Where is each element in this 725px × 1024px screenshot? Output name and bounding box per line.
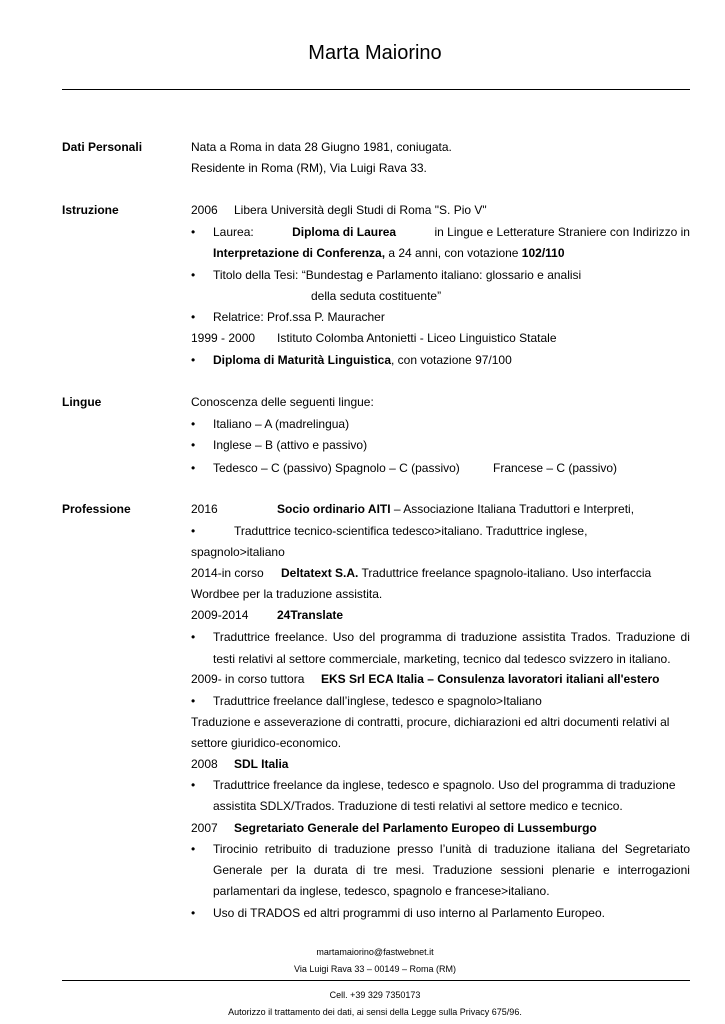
cv-name: Marta Maiorino bbox=[308, 42, 442, 64]
sdl-line-2: assistita SDLX/Trados. Traduzione di testi relativi al settore medico e tecnico. bbox=[213, 799, 623, 813]
section-label-istruzione: Istruzione bbox=[62, 203, 119, 217]
bullet-icon: • bbox=[191, 438, 196, 452]
maturita bbox=[213, 353, 512, 367]
24translate-title: 24Translate bbox=[277, 608, 344, 622]
prof-year-2014: 2014-in corso bbox=[191, 566, 264, 580]
laurea-course: in Lingue e Letterature Straniere con Indirizzo in bbox=[434, 225, 690, 239]
istruzione-institution-2: Istituto Colomba Antonietti - Liceo Linguistico Statale bbox=[277, 331, 557, 345]
dati-line-2: Residente in Roma (RM), Via Luigi Rava 33. bbox=[191, 161, 427, 175]
eks-desc-line-1: Traduzione e asseverazione di contratti, procure, dichiarazioni ed altri documenti relativi al bbox=[191, 715, 670, 729]
bullet-icon: • bbox=[191, 268, 196, 282]
prof-year-2008: 2008 bbox=[191, 757, 218, 771]
bullet-icon: • bbox=[191, 524, 196, 538]
laurea-indirizzo: Interpretazione di Conferenza, bbox=[213, 246, 386, 260]
prof-year-2009: 2009- in corso tuttora bbox=[191, 672, 305, 686]
bullet-icon: • bbox=[191, 906, 196, 920]
prof-year-2016: 2016 bbox=[191, 502, 218, 516]
deltatext-cont: Wordbee per la traduzione assistita. bbox=[191, 587, 383, 601]
bullet-icon: • bbox=[191, 842, 196, 856]
prof-24translate bbox=[277, 608, 343, 622]
sdl-line-1: Traduttrice freelance da inglese, tedesco e spagnolo. Uso del programma di traduzione bbox=[213, 778, 676, 792]
prof-year-2009-2014: 2009-2014 bbox=[191, 608, 249, 622]
bullet-icon: • bbox=[191, 630, 196, 644]
laurea-prefix: Laurea: bbox=[213, 225, 254, 239]
parlamento-line-1: Tirocinio retribuito di traduzione presso l’unità di traduzione italiana del Segretariato bbox=[213, 842, 690, 856]
laurea-age: a 24 anni, con votazione bbox=[385, 246, 522, 260]
24translate-line-1: Traduttrice freelance. Uso del programma di traduzione assistita Trados. Traduzione di bbox=[213, 630, 690, 644]
prof-aiti bbox=[277, 502, 634, 516]
aiti-bullet-cont: spagnolo>italiano bbox=[191, 545, 285, 559]
prof-parlamento bbox=[234, 821, 597, 835]
maturita-grade: , con votazione 97/100 bbox=[391, 353, 512, 367]
eks-desc-line-2: settore giuridico-economico. bbox=[191, 736, 342, 750]
parlamento-title: Segretariato Generale del Parlamento Europeo di Lussemburgo bbox=[234, 821, 597, 835]
istruzione-institution-1: Libera Università degli Studi di Roma "S. Pio V" bbox=[234, 203, 487, 217]
aiti-bullet-text: Traduttrice tecnico-scientifica tedesco>italiano. Traduttrice inglese, bbox=[234, 524, 588, 538]
bullet-icon: • bbox=[191, 353, 196, 367]
aiti-title: Socio ordinario AITI bbox=[277, 502, 391, 516]
footer-address: Via Luigi Rava 33 – 00149 – Roma (RM) bbox=[294, 964, 456, 974]
24translate-line-2: testi relativi al settore commerciale, marketing, tecnico dal tedesco svizzero in italiano. bbox=[213, 652, 671, 666]
section-label-professione: Professione bbox=[62, 502, 131, 516]
bullet-icon: • bbox=[191, 225, 196, 239]
eks-bullet: Traduttrice freelance dall’inglese, tedesco e spagnolo>Italiano bbox=[213, 694, 542, 708]
section-label-dati-personali: Dati Personali bbox=[62, 140, 143, 154]
laurea-grade: 102/110 bbox=[521, 246, 565, 260]
parlamento-line-2: Generale per la durata di tre mesi. Traduzione sessioni plenarie e interrogazioni bbox=[213, 863, 690, 877]
deltatext-desc: Traduttrice freelance spagnolo-italiano. Uso interfaccia bbox=[358, 566, 652, 580]
lingua-tedesco-spagnolo: Tedesco – C (passivo) Spagnolo – C (passivo) bbox=[213, 461, 460, 475]
bullet-icon: • bbox=[191, 778, 196, 792]
lingua-italiano: Italiano – A (madrelingua) bbox=[213, 417, 350, 431]
istruzione-laurea-line-2 bbox=[213, 246, 565, 260]
maturita-title: Diploma di Maturità Linguistica bbox=[213, 353, 392, 367]
prof-deltatext bbox=[281, 566, 651, 580]
lingua-francese: Francese – C (passivo) bbox=[493, 461, 618, 475]
footer-divider bbox=[62, 980, 690, 981]
dati-line-1: Nata a Roma in data 28 Giugno 1981, coniugata. bbox=[191, 140, 452, 154]
deltatext-title: Deltatext S.A. bbox=[281, 566, 359, 580]
sdl-title: SDL Italia bbox=[234, 757, 289, 771]
lingue-intro: Conoscenza delle seguenti lingue: bbox=[191, 395, 374, 409]
footer-email: martamaiorino@fastwebnet.it bbox=[316, 947, 434, 957]
parlamento-trados: Uso di TRADOS ed altri programmi di uso interno al Parlamento Europeo. bbox=[213, 906, 605, 920]
prof-sdl bbox=[234, 757, 288, 771]
eks-title: EKS Srl ECA Italia – Consulenza lavoratori italiani all'estero bbox=[321, 672, 660, 686]
prof-eks bbox=[321, 672, 660, 686]
parlamento-line-3: parlamentari da inglese, tedesco, spagnolo e francese>italiano. bbox=[213, 884, 550, 898]
bullet-icon: • bbox=[191, 461, 196, 475]
footer-phone: Cell. +39 329 7350173 bbox=[329, 990, 421, 1000]
prof-year-2007: 2007 bbox=[191, 821, 218, 835]
lingua-inglese: Inglese – B (attivo e passivo) bbox=[213, 438, 368, 452]
relatrice: Relatrice: Prof.ssa P. Mauracher bbox=[213, 310, 385, 324]
laurea-diploma: Diploma di Laurea bbox=[292, 225, 397, 239]
bullet-icon: • bbox=[191, 310, 196, 324]
istruzione-year-1999: 1999 - 2000 bbox=[191, 331, 256, 345]
aiti-desc: – Associazione Italiana Traduttori e Interpreti, bbox=[390, 502, 635, 516]
istruzione-laurea-line-1 bbox=[213, 225, 690, 239]
tesi-title-line-1: Titolo della Tesi: “Bundestag e Parlamento italiano: glossario e analisi bbox=[213, 268, 582, 282]
bullet-icon: • bbox=[191, 417, 196, 431]
istruzione-year-2006: 2006 bbox=[191, 203, 218, 217]
tesi-title-line-2: della seduta costituente” bbox=[311, 289, 442, 303]
bullet-icon: • bbox=[191, 694, 196, 708]
header-divider bbox=[62, 89, 690, 90]
footer-privacy: Autorizzo il trattamento dei dati, ai sensi della Legge sulla Privacy 675/96. bbox=[228, 1007, 522, 1017]
section-label-lingue: Lingue bbox=[62, 395, 102, 409]
